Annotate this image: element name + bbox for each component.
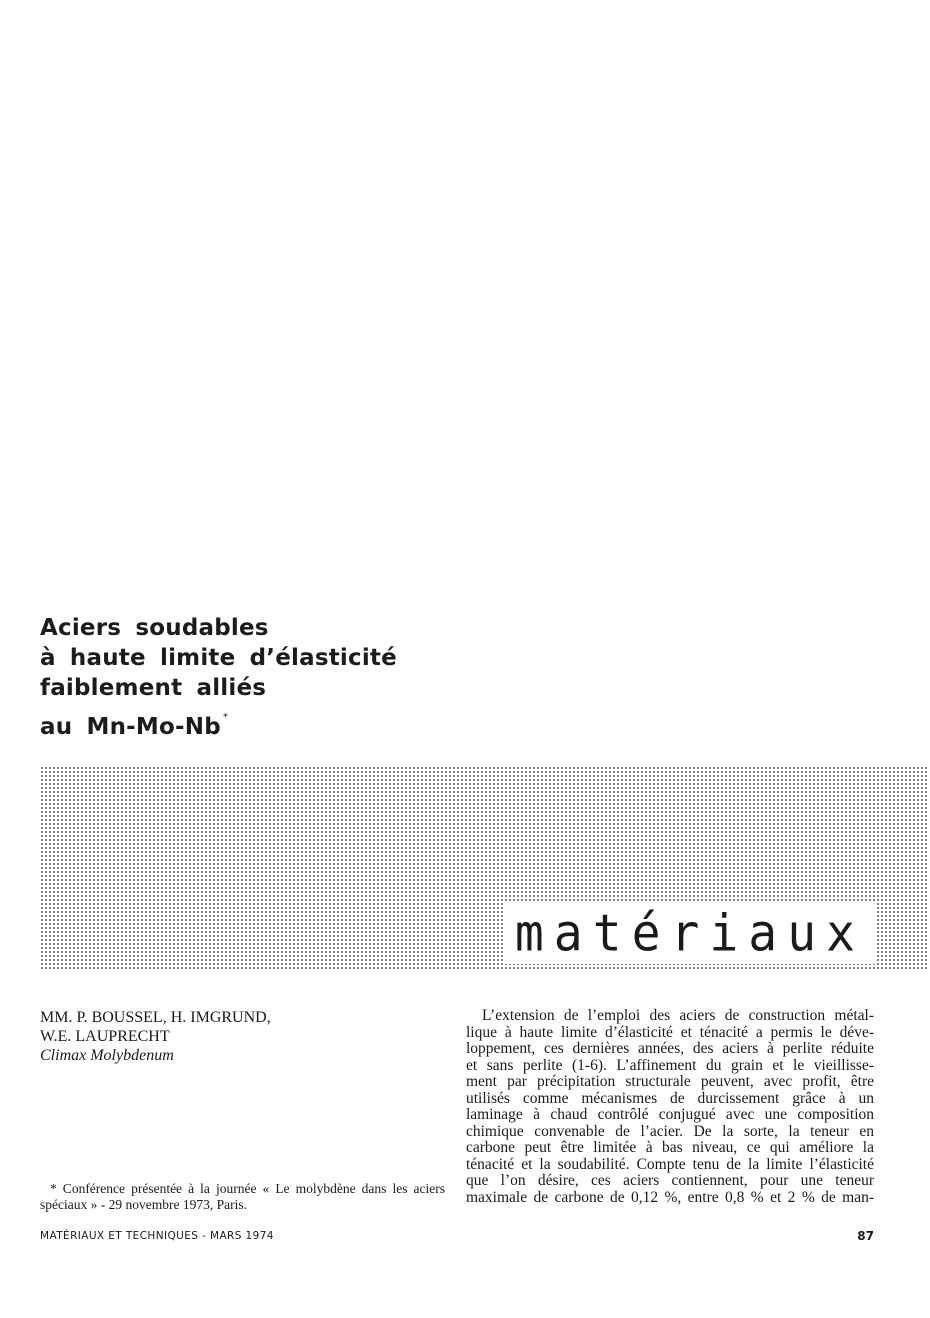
title-line-4-text: au Mn-Mo-Nb — [40, 714, 221, 740]
title-line-2: à haute limite d’élasticité — [40, 645, 397, 671]
title-line-4 — [40, 703, 397, 742]
author-affiliation: Climax Molybdenum — [40, 1047, 174, 1064]
author-block — [40, 1008, 440, 1065]
body-line: loppement, ces dernières années, des aciers à perlite réduite — [466, 1040, 874, 1057]
page-number: 87 — [857, 1229, 874, 1243]
title-line-3: faiblement alliés — [40, 675, 267, 701]
body-line: carbone peut être limitée à bas niveau, ce qui améliore la — [466, 1139, 874, 1156]
body-line: maximale de carbone de 0,12 %, entre 0,8 % et 2 % de man- — [466, 1188, 874, 1206]
journal-name: MATÉRIAUX ET TECHNIQUES - MARS 1974 — [40, 1230, 274, 1242]
section-heading: matériaux — [505, 903, 875, 964]
body-line: lique à haute limite d’élasticité et ténacité a permis le déve- — [466, 1023, 874, 1041]
body-line: que l’on désire, ces aciers contiennent, pour une teneur — [466, 1172, 874, 1189]
footnote: * Conférence présentée à la journée « Le molybdène dans les aciers spéciaux » - 29 novembre 1973, Paris. — [40, 1181, 445, 1212]
body-line: ténacité et la soudabilité. Compte tenu de la limite l’élasticité — [466, 1155, 874, 1173]
body-line: L’extension de l’emploi des aciers de construction métal- — [482, 1007, 874, 1024]
body-line: utilisés comme mécanismes de durcissement grâce à un — [466, 1089, 874, 1107]
body-line: chimique convenable de l’acier. De la sorte, la teneur en — [466, 1122, 874, 1140]
author-line-2: W.E. LAUPRECHT — [40, 1028, 170, 1045]
body-text — [466, 1008, 874, 1206]
body-line: ment par précipitation structurale peuvent, avec profit, être — [466, 1073, 874, 1090]
page-footer — [40, 1230, 874, 1246]
article-title — [40, 613, 397, 742]
body-line: et sans perlite (1-6). L’affinement du grain et le vieillisse- — [466, 1056, 874, 1074]
author-line-1: MM. P. BOUSSEL, H. IMGRUND, — [40, 1009, 271, 1026]
body-line: laminage à chaud contrôlé conjugué avec une composition — [466, 1106, 874, 1123]
footnote-marker: * — [222, 712, 229, 723]
title-line-1: Aciers soudables — [40, 615, 269, 641]
